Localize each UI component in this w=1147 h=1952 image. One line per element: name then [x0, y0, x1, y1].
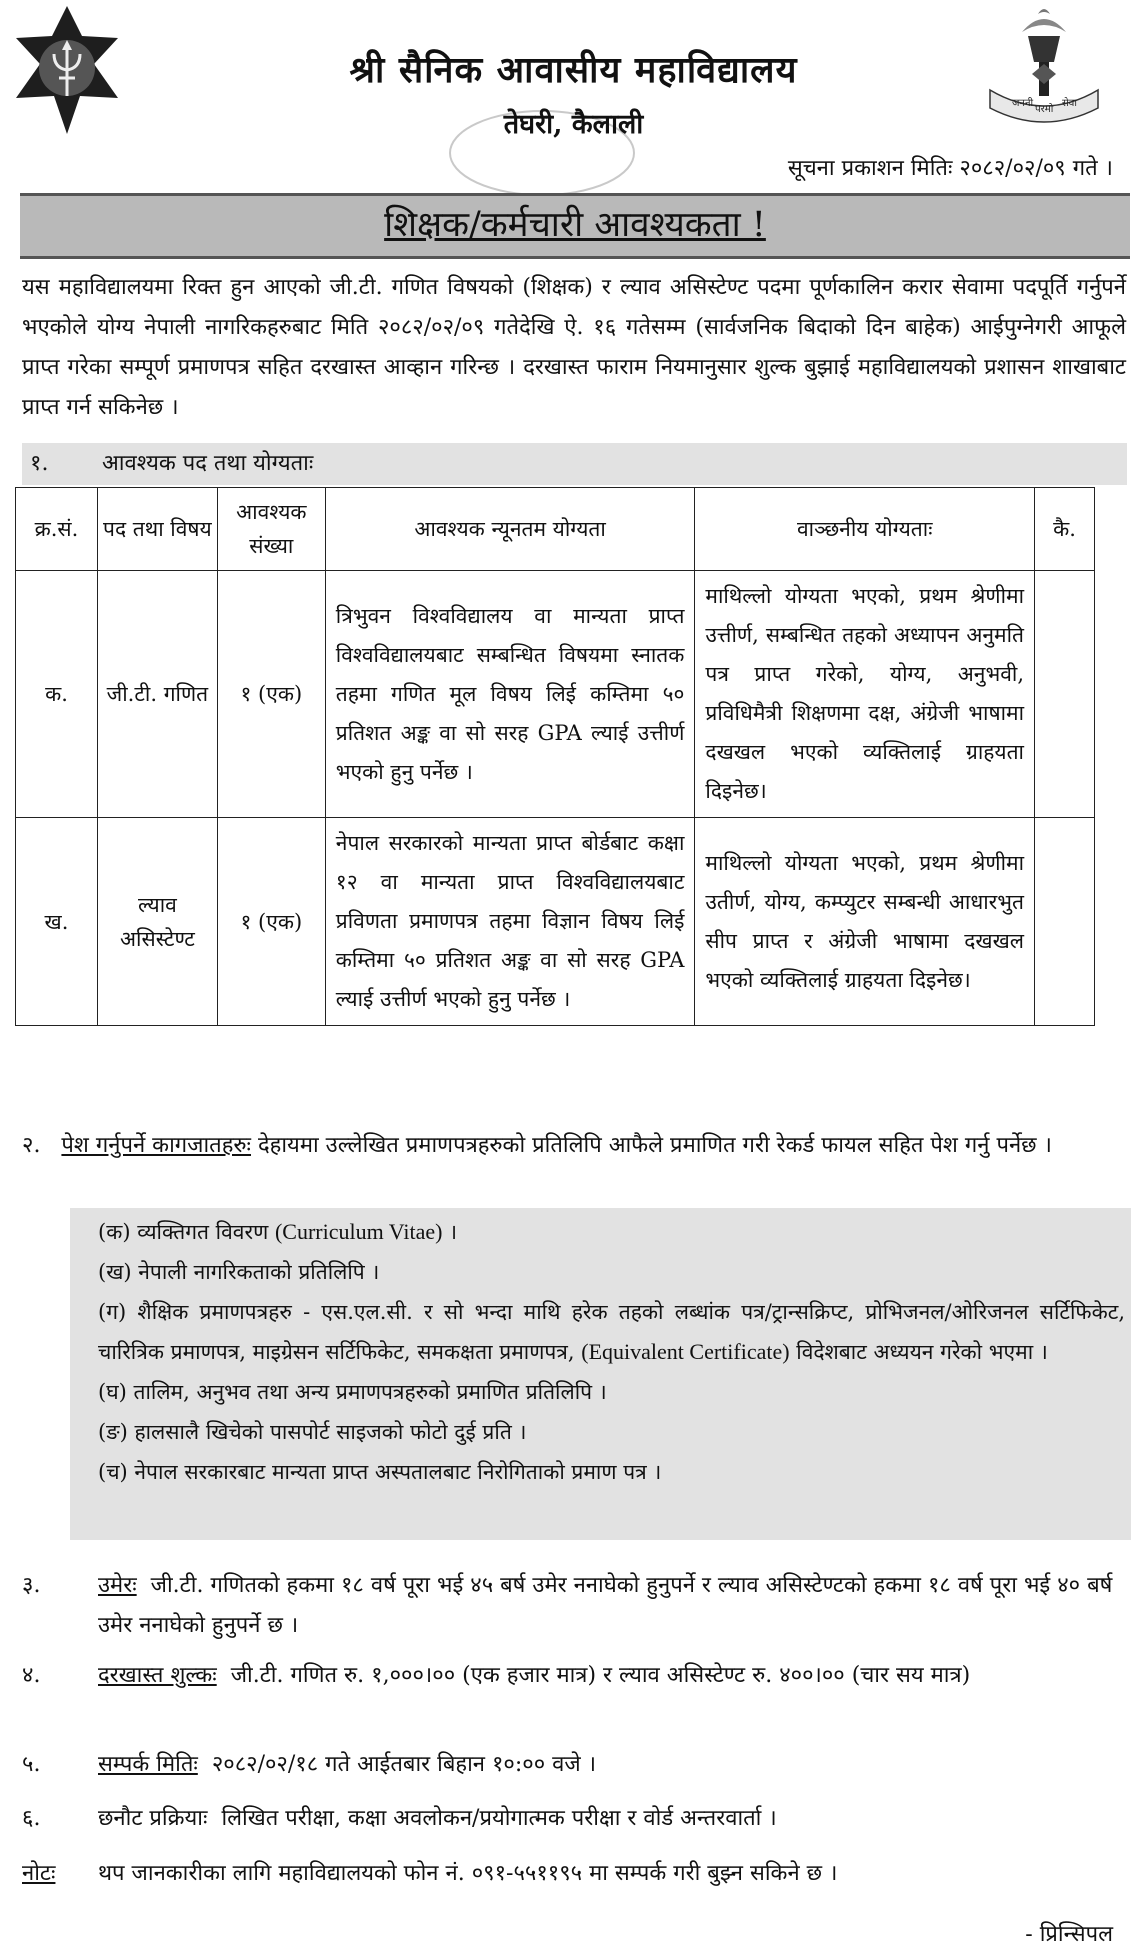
- section-6-selection: [22, 1799, 1126, 1839]
- note-text: थप जानकारीका लागि महाविद्यालयको फोन नं. ०९१-५५११९५ मा सम्पर्क गरी बुझ्न सकिने छ ।: [98, 1861, 838, 1886]
- list-item: (ख) नेपाली नागरिकताको प्रतिलिपि ।: [98, 1260, 380, 1284]
- section-3-number: ३.: [22, 1573, 41, 1598]
- notice-date: सूचना प्रकाशन मितिः २०८२/०२/०९ गते ।: [787, 156, 1113, 181]
- section-2-number: २.: [22, 1133, 41, 1158]
- section-3-age: [22, 1566, 1126, 1646]
- doc-ka-end: ।: [449, 1220, 458, 1244]
- doc-ga-end: विदेशबाट अध्ययन गरेको भएमा ।: [796, 1340, 1048, 1364]
- section-1-title: आवश्यक पद तथा योग्यताः: [102, 451, 314, 476]
- section-3-label: उमेरः: [98, 1573, 137, 1598]
- list-item: (घ) तालिम, अनुभव तथा अन्य प्रमाणपत्रहरुको प्रमाणित प्रतिलिपि ।: [98, 1380, 607, 1404]
- section-4-number: ४.: [22, 1663, 41, 1688]
- institution-title: श्री सैनिक आवासीय महाविद्यालय: [349, 49, 798, 91]
- list-item: (च) नेपाल सरकारबाट मान्यता प्राप्त अस्पतालबाट निरोगिताको प्रमाण पत्र ।: [98, 1460, 662, 1484]
- col-header-pref-qualification: वाञ्छनीय योग्यताः: [695, 488, 1035, 571]
- section-3-text: जी.टी. गणितको हकमा १८ वर्ष पूरा भई ४५ बर्ष उमेर ननाघेको हुनुपर्ने र ल्याव असिस्टेण्टको हकमा १८ वर्ष पूरा भई ४० बर्ष उमेर ननाघेको हुनुपर्ने छ ।: [98, 1573, 1113, 1638]
- row-pref-qualification: माथिल्लो योग्यता भएको, प्रथम श्रेणीमा उत्तीर्ण, सम्बन्धित तहको अध्यापन अनुमति पत्र प्राप्त गरेको, योग्य, अनुभवी, प्रविधिमैत्री शिक्षणमा दक्ष, अंग्रेजी भाषामा दखखल भएको व्यक्तिलाई ग्राहयता दिइनेछ।: [695, 571, 1035, 818]
- row-count: १ (एक): [217, 571, 325, 818]
- documents-list: [70, 1208, 1131, 1492]
- doc-ka-english: (Curriculum Vitae): [274, 1219, 443, 1244]
- requirements-table: [15, 487, 1095, 1026]
- section-1-heading: [22, 443, 1127, 485]
- section-2-text: देहायमा उल्लेखित प्रमाणपत्रहरुको प्रतिलिपि आफैले प्रमाणित गरी रेकर्ड फायल सहित पेश गर्नु पर्नेछ ।: [258, 1133, 1052, 1158]
- doc-ga-english: (Equivalent Certificate): [581, 1339, 790, 1364]
- col-header-count: आवश्यक संख्या: [217, 488, 325, 571]
- motto-center: परमो: [1035, 104, 1054, 115]
- section-6-label: छनौट प्रक्रियाः: [98, 1806, 208, 1831]
- motto-left: जननी: [1012, 98, 1034, 109]
- col-header-sn: क्र.सं.: [16, 488, 98, 571]
- section-2: [22, 1126, 1126, 1166]
- note: [22, 1854, 1126, 1894]
- col-header-min-qualification: आवश्यक न्यूनतम योग्यता: [325, 488, 695, 571]
- section-4-label: दरखास्त शुल्कः: [98, 1663, 217, 1688]
- row-post: ल्याव असिस्टेण्ट: [97, 818, 217, 1026]
- col-header-post: पद तथा विषय: [97, 488, 217, 571]
- table-row: [16, 571, 1095, 818]
- documents-list-box: [70, 1208, 1131, 1540]
- col-header-remarks: कै.: [1035, 488, 1095, 571]
- row-min-qualification: त्रिभुवन विश्वविद्यालय वा मान्यता प्राप्त विश्वविद्यालयबाट सम्बन्धित विषयमा स्नातक तहमा गणित मूल विषय लिई कम्तिमा ५० प्रतिशत अङ्क वा सो सरह GPA ल्याई उत्तीर्ण भएको हुनु पर्नेछ ।: [325, 571, 695, 818]
- doc-ka-text: (क) व्यक्तिगत विवरण: [98, 1220, 269, 1244]
- note-label: नोटः: [22, 1861, 56, 1886]
- section-4-fee: [22, 1656, 1126, 1696]
- motto-right: सेवा: [1062, 98, 1077, 109]
- institution-location: तेघरी, कैलाली: [503, 109, 644, 140]
- section-5-label: सम्पर्क मितिः: [98, 1752, 198, 1777]
- row-sn: क.: [16, 571, 98, 818]
- list-item: (ङ) हालसालै खिचेको पासपोर्ट साइजको फोटो दुई प्रति ।: [98, 1420, 527, 1444]
- doc-ga-text: (ग) शैक्षिक प्रमाणपत्रहरु - एस.एल.सी. र सो भन्दा माथि हरेक तहको लब्धांक पत्र/ट्रान्सक्रिप्ट, प्रोभिजनल/ओरिजनल सर्टिफिकेट, चारित्रिक प्रमाणपत्र, माइग्रेसन सर्टिफिकेट, समकक्षता प्रमाणपत्र,: [98, 1300, 1125, 1364]
- section-5-contact-date: [22, 1745, 1126, 1785]
- section-5-number: ५.: [22, 1752, 41, 1777]
- row-post: जी.टी. गणित: [97, 571, 217, 818]
- section-6-number: ६.: [22, 1806, 41, 1831]
- row-remarks: [1035, 818, 1095, 1026]
- row-remarks: [1035, 571, 1095, 818]
- row-sn: ख.: [16, 818, 98, 1026]
- intro-paragraph: यस महाविद्यालयमा रिक्त हुन आएको जी.टी. गणित विषयको (शिक्षक) र ल्याव असिस्टेण्ट पदमा पूर्णकालिन करार सेवामा पदपूर्ति गर्नुपर्ने भएकोले योग्य नेपाली नागरिकहरुबाट मिति २०८२/०२/०९ गतेदेखि ऐ. १६ गतेसम्म (सार्वजनिक बिदाको दिन बाहेक) आईपुग्नेगरी आफूले प्राप्त गरेका सम्पूर्ण प्रमाणपत्र सहित दरखास्त आव्हान गरिन्छ । दरखास्त फाराम नियमानुसार शुल्क बुझाई महाविद्यालयको प्रशासन शाखाबाट प्राप्त गर्न सकिनेछ ।: [22, 275, 1126, 420]
- signature-principal: - प्रिन्सिपल: [1025, 1922, 1113, 1947]
- section-1-number: १.: [30, 451, 49, 476]
- section-4-text: जी.टी. गणित रु. १,०००।०० (एक हजार मात्र) र ल्याव असिस्टेण्ट रु. ४००।०० (चार सय मात्र): [230, 1663, 971, 1688]
- row-pref-qualification: माथिल्लो योग्यता भएको, प्रथम श्रेणीमा उतीर्ण, योग्य, कम्प्युटर सम्बन्धी आधारभुत सीप प्राप्त र अंग्रेजी भाषामा दखखल भएको व्यक्तिलाई ग्राहयता दिइनेछ।: [695, 818, 1035, 1026]
- section-6-text: लिखित परीक्षा, कक्षा अवलोकन/प्रयोगात्मक परीक्षा र वोर्ड अन्तरवार्ता ।: [221, 1806, 777, 1831]
- table-row: [16, 818, 1095, 1026]
- list-item: [98, 1212, 1125, 1252]
- vacancy-banner: [20, 193, 1130, 259]
- list-item: [98, 1292, 1125, 1372]
- row-min-qualification: नेपाल सरकारको मान्यता प्राप्त बोर्डबाट कक्षा १२ वा मान्यता प्राप्त विश्वविद्यालयबाट प्रविणता प्रमाणपत्र तहमा विज्ञान विषय लिई कम्तिमा ५० प्रतिशत अङ्क वा सो सरह GPA ल्याई उत्तीर्ण भएको हुनु पर्नेछ ।: [325, 818, 695, 1026]
- section-2-label: पेश गर्नुपर्ने कागजातहरुः: [61, 1133, 251, 1158]
- section-5-text: २०८२/०२/१८ गते आईतबार बिहान १०:०० वजे ।: [211, 1752, 597, 1777]
- row-count: १ (एक): [217, 818, 325, 1026]
- table-header-row: [16, 488, 1095, 571]
- banner-title: शिक्षक/कर्मचारी आवश्यकता !: [384, 205, 766, 245]
